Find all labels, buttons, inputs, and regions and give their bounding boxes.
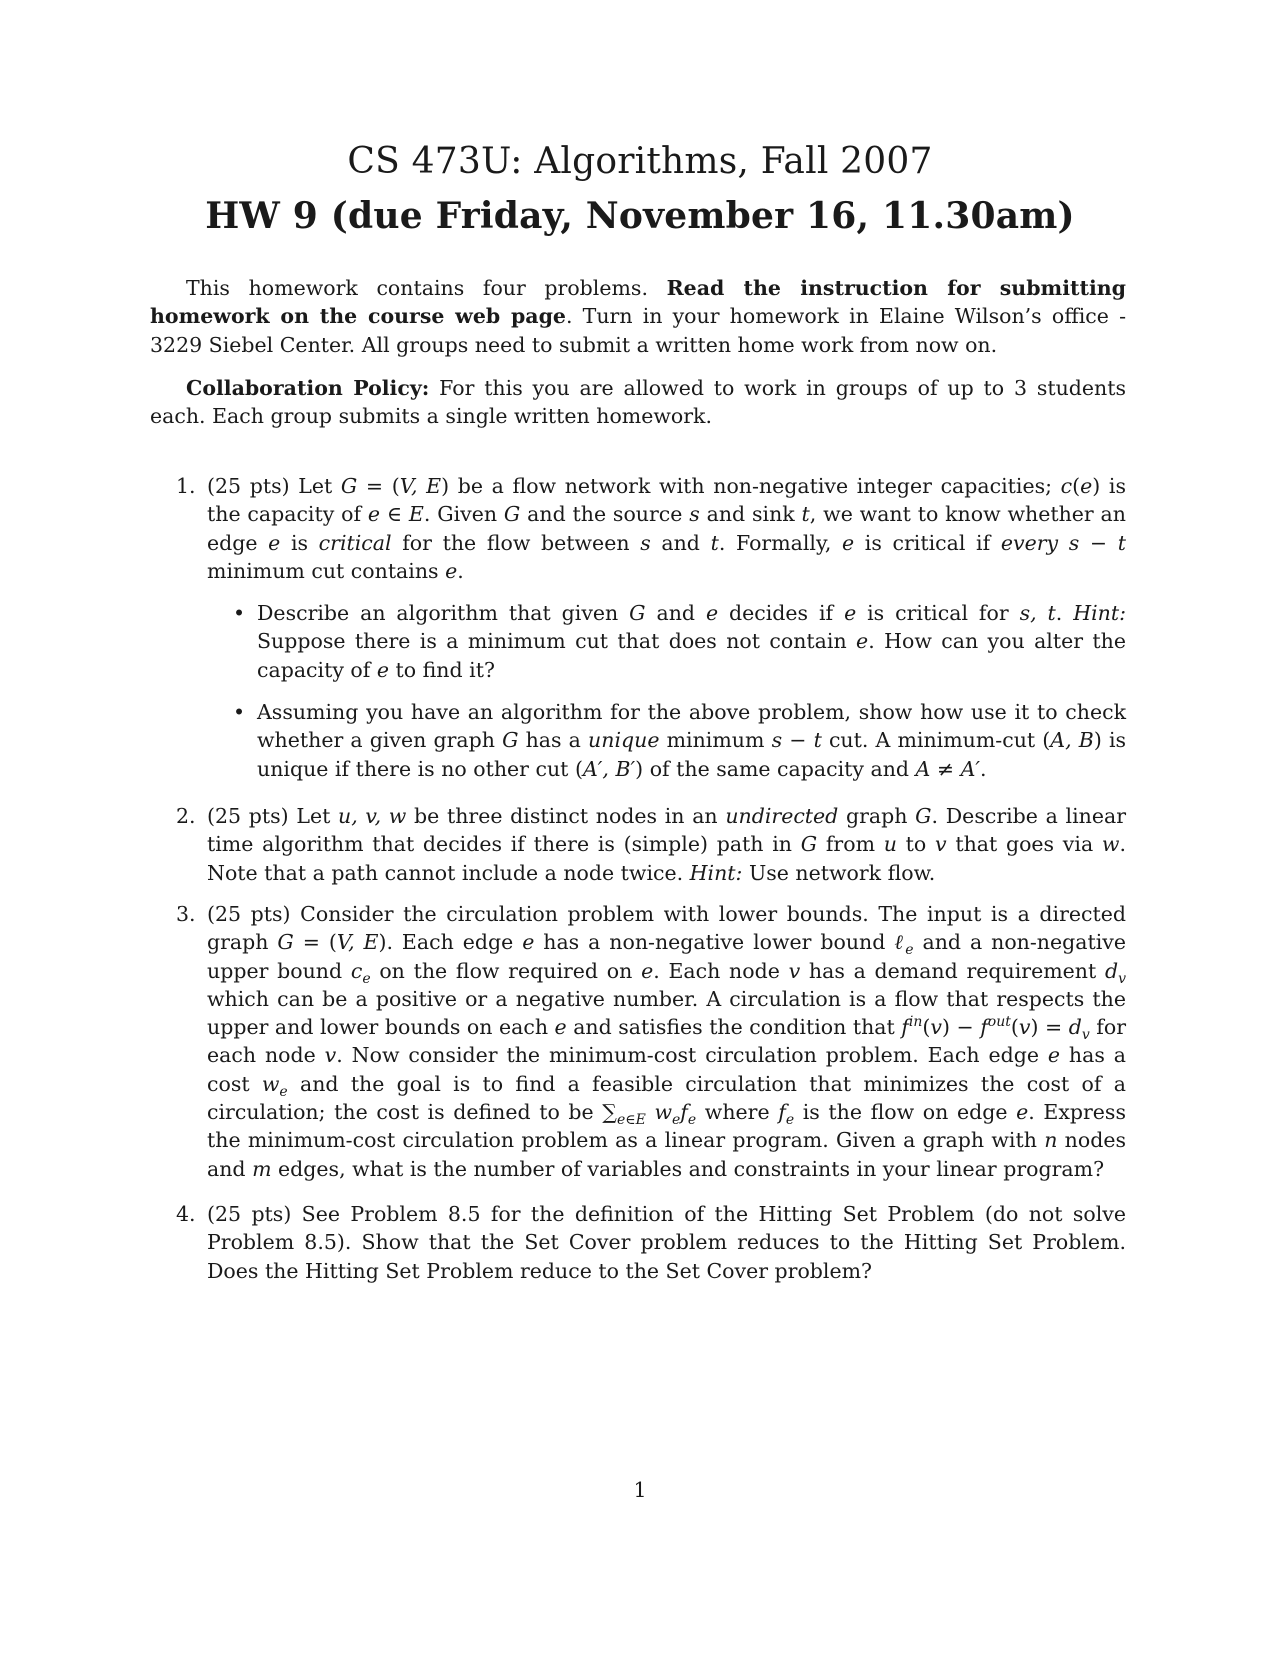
collaboration-policy: Collaboration Policy: For this you are allowed to work in groups of up to 3 students each. Each group submits a single written homework. — [150, 376, 1126, 429]
problem-number: 1. — [176, 474, 196, 498]
problem-number: 3. — [176, 902, 196, 926]
problem-1-bullet-2: • Assuming you have an algorithm for the above problem, show how use it to check whether a given graph G has a unique minimum s − t cut. A minimum-cut (A, B) is unique if there is no other cut (A′, B′) of the same capacity and A ≠ A′. — [233, 700, 1127, 781]
bullet-icon: • — [233, 700, 246, 725]
problem-1 — [150, 472, 1126, 783]
course-title: CS 473U: Algorithms, Fall 2007 — [347, 141, 933, 182]
problem-3 — [150, 900, 1126, 1183]
bullet-icon: • — [233, 601, 246, 626]
problem-2-text: (25 pts) Let u, v, w be three distinct nodes in an undirected graph G. Describe a linear time algorithm that decides if there is (simple) path in G from u to v that goes via w. Note that a path cannot include a node twice. Hint: Use network flow. — [207, 804, 1126, 885]
problem-2 — [150, 802, 1126, 887]
problem-3-text: (25 pts) Consider the circulation problem with lower bounds. The input is a directed graph G = (V, E). Each edge e has a non-negative lower bound ℓ$_e$ and a non-negative upper bound $c_e$ on the flow required on e. Each node v has a demand requirement $d_v$ which can be a positive or a negative number. A circulation is a flow that respects the upper and lower bounds on each e and satisfies the condition that $f^{in}(v) - f^{out}(v) = d_v$ for each node v. Now consider the minimum-cost circulation problem. Each edge e has a cost $w_e$ and the goal is to find a feasible circulation that minimizes the cost of a circulation; the cost is defined to be $\sum_{e\in E}$ $w_ef_e$ where $f_e$ is the flow on edge e. Express the minimum-cost circulation problem as a linear program. Given a graph with n nodes and m edges, what is the number of variables and constraints in your linear program? — [207, 902, 1127, 1181]
instruction-emphasis: Read the instruction for submitting homework on the course web page — [150, 276, 1126, 329]
problem-number: 4. — [176, 1202, 196, 1226]
intro-paragraph: This homework contains four problems. Read the instruction for submitting homework on the course web page. Turn in your homework in Elaine Wilson’s office - 3229 Siebel Center. All groups need to submit a written home work from now on. — [150, 276, 1127, 357]
page-number: 1 — [633, 1478, 647, 1502]
problem-1-text: (25 pts) Let G = (V, E) be a flow network with non-negative integer capacities; c(e) is the capacity of e ∈ E. Given G and the source s and sink t, we want to know whether an edge e is critical for the flow between s and t. Formally, e is critical if every s − t minimum cut contains e. — [207, 474, 1127, 583]
problem-4-text: (25 pts) See Problem 8.5 for the definition of the Hitting Set Problem (do not solve Problem 8.5). Show that the Set Cover problem reduces to the Hitting Set Problem. Does the Hitting Set Problem reduce to the Set Cover problem? — [207, 1202, 1127, 1283]
problem-number: 2. — [176, 804, 196, 828]
problem-1-bullet-1: • Describe an algorithm that given G and e decides if e is critical for s, t. Hint: Suppose there is a minimum cut that does not contain e. How can you alter the capacity of e to find it? — [233, 601, 1127, 682]
collaboration-label: Collaboration Policy: — [186, 376, 430, 400]
homework-title: HW 9 (due Friday, November 16, 11.30am) — [205, 195, 1075, 237]
problem-4 — [150, 1200, 1126, 1285]
